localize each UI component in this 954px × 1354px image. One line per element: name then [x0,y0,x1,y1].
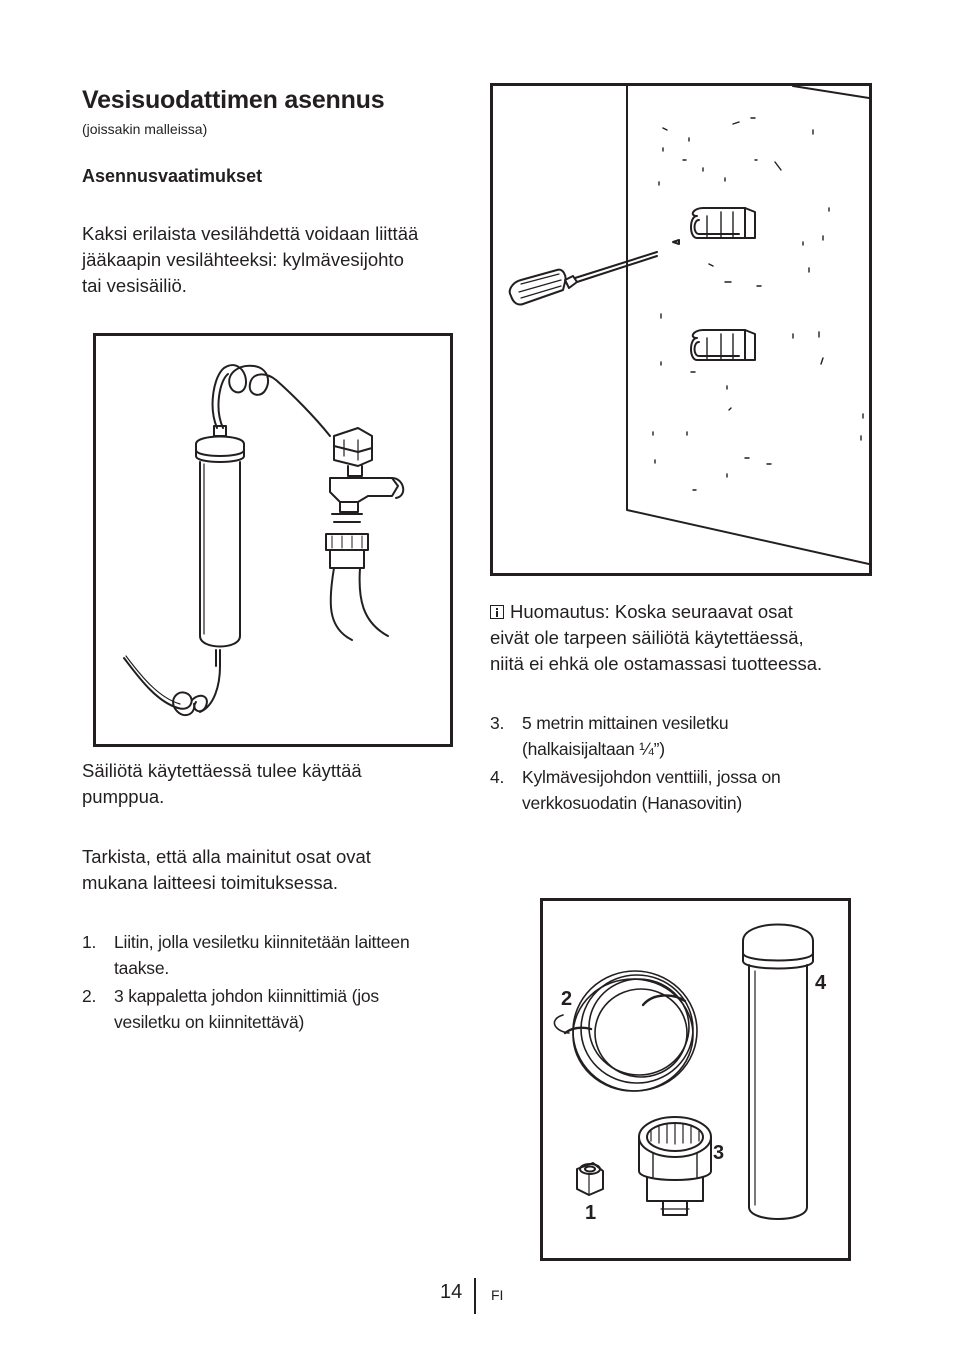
screwdriver-icon [510,252,657,305]
pump-note: Säiliötä käytettäessä tulee käyttää pumppua. [82,760,362,807]
clip-icon [691,208,755,238]
label-2: 2 [561,988,573,1010]
footer-divider [474,1278,476,1314]
section-heading: Asennusvaatimukset [82,166,263,186]
page-subtitle: (joissakin malleissa) [82,121,208,137]
clip-icon [691,330,755,360]
note-block: Huomautus: Koska seuraavat osat eivät ole tarpeen säiliötä käytettäessä, niitä ei ehkä ole ostamassasi tuotteessa. [490,601,823,674]
tank-filter-illustration [96,336,450,744]
wall-clips-illustration [493,86,869,573]
tank-filter-figure [93,333,453,747]
intro-paragraph: Kaksi erilaista vesilähdettä voidaan liittää jääkaapin vesilähteeksi: kylmävesijohto tai vesisäiliö. [82,223,419,296]
tap-adapter-icon [639,1117,711,1215]
language-code: FI [491,1287,504,1303]
parts-list-left [82,929,462,1037]
label-3: 3 [713,1142,725,1164]
check-note: Tarkista, että alla mainitut osat ovat mukana laitteesi toimituksessa. [82,846,371,893]
label-1: 1 [585,1202,597,1224]
nut-icon [577,1163,603,1195]
page-title: Vesisuodattimen asennus [82,86,385,114]
list-item: 1. Liitin, jolla vesiletku kiinnitetään laitteen taakse. [82,932,410,978]
parts-figure [540,898,851,1261]
filter-cartridge-icon [743,925,813,1220]
label-4: 4 [815,972,827,994]
list-item: 2. 3 kappaletta johdon kiinnittimiä (jos vesiletku on kiinnitettävä) [82,986,379,1032]
list-item: 4. Kylmävesijohdon venttiili, jossa on verkkosuodatin (Hanasovitin) [490,767,781,813]
hose-coil-icon [554,971,697,1091]
list-item: 3. 5 metrin mittainen vesiletku (halkaisijaltaan ¼”) [490,713,729,759]
page-number: 14 [440,1281,463,1303]
wall-clips-figure [490,83,872,576]
info-icon [490,605,504,619]
parts-illustration [543,901,848,1258]
parts-list-right [490,710,870,818]
